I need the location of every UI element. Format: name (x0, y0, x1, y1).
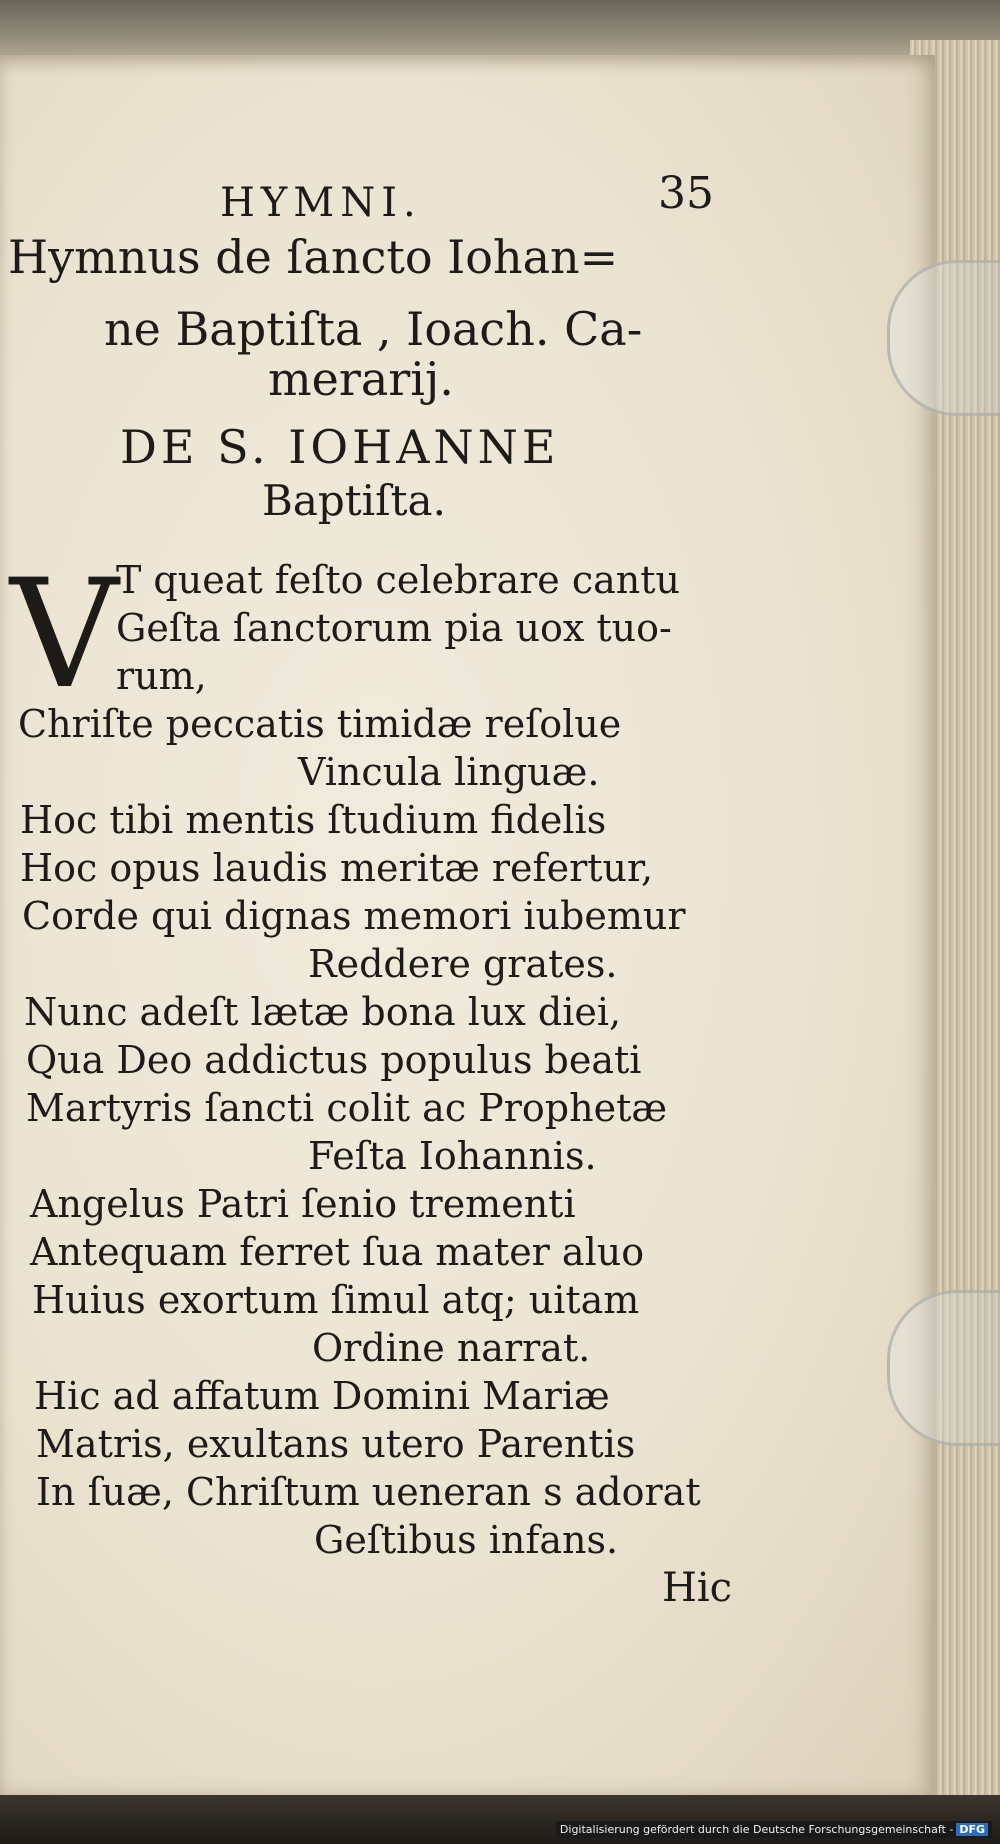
verse-line: rum, (116, 654, 207, 698)
hymn-title-line-2: ne Baptiſta , Ioach. Ca- (104, 302, 643, 356)
verse-line: Hoc opus laudis meritæ refertur, (20, 846, 654, 890)
book-binding-edge (0, 0, 1000, 60)
verse-line: Geſtibus infans. (314, 1518, 619, 1562)
book-clip-bottom (887, 1290, 1000, 1446)
credit-text: Digitalisierung gefördert durch die Deutsche Forschungsgemeinschaft - (559, 1823, 954, 1836)
verse-line: Nunc adeſt lætæ bona lux diei, (24, 990, 622, 1034)
dfg-logo-icon: DFG (956, 1823, 988, 1836)
verse-line: Chriſte peccatis timidæ reſolue (18, 702, 622, 746)
verse-line: Martyris ſancti colit ac Prophetæ (26, 1086, 668, 1130)
verse-line: Angelus Patri ſenio trementi (30, 1182, 576, 1226)
verse-line: Hoc tibi mentis ſtudium fidelis (20, 798, 607, 842)
verse-line: Matris, exultans utero Parentis (36, 1422, 636, 1466)
running-head: HYMNI. (220, 180, 422, 226)
verse-line: Ordine narrat. (312, 1326, 591, 1370)
verse-line: T queat feſto celebrare cantu (116, 558, 681, 602)
hymn-title-line-1: Hymnus de ſancto Iohan= (8, 230, 619, 284)
verse-line: Corde qui dignas memori iubemur (22, 894, 686, 938)
book-clip-top (887, 260, 1000, 416)
verse-line: Vincula linguæ. (298, 750, 600, 794)
digitization-credit (556, 1821, 992, 1838)
section-heading: DE S. IOHANNE (120, 420, 560, 474)
verse-line: Qua Deo addictus populus beati (26, 1038, 642, 1082)
verse-line: Feſta Iohannis. (308, 1134, 597, 1178)
catchword: Hic (662, 1565, 733, 1611)
verse-line: Huius exortum ſimul atq; uitam (32, 1278, 640, 1322)
verse-line: In ſuæ, Chriſtum ueneran s adorat (36, 1470, 701, 1514)
section-heading-continued: Baptiſta. (262, 476, 446, 525)
page-number: 35 (658, 168, 714, 219)
verse-line: Reddere grates. (308, 942, 618, 986)
verse-line: Hic ad affatum Domini Mariæ (34, 1374, 610, 1418)
scan-bottom-band (0, 1795, 1000, 1844)
verse-line: Antequam ferret ſua mater aluo (30, 1230, 645, 1274)
verse-line: Geſta ſanctorum pia uox tuo- (116, 606, 672, 650)
hymn-title-line-3: merarij. (268, 352, 454, 406)
drop-cap-initial: V (10, 548, 119, 722)
